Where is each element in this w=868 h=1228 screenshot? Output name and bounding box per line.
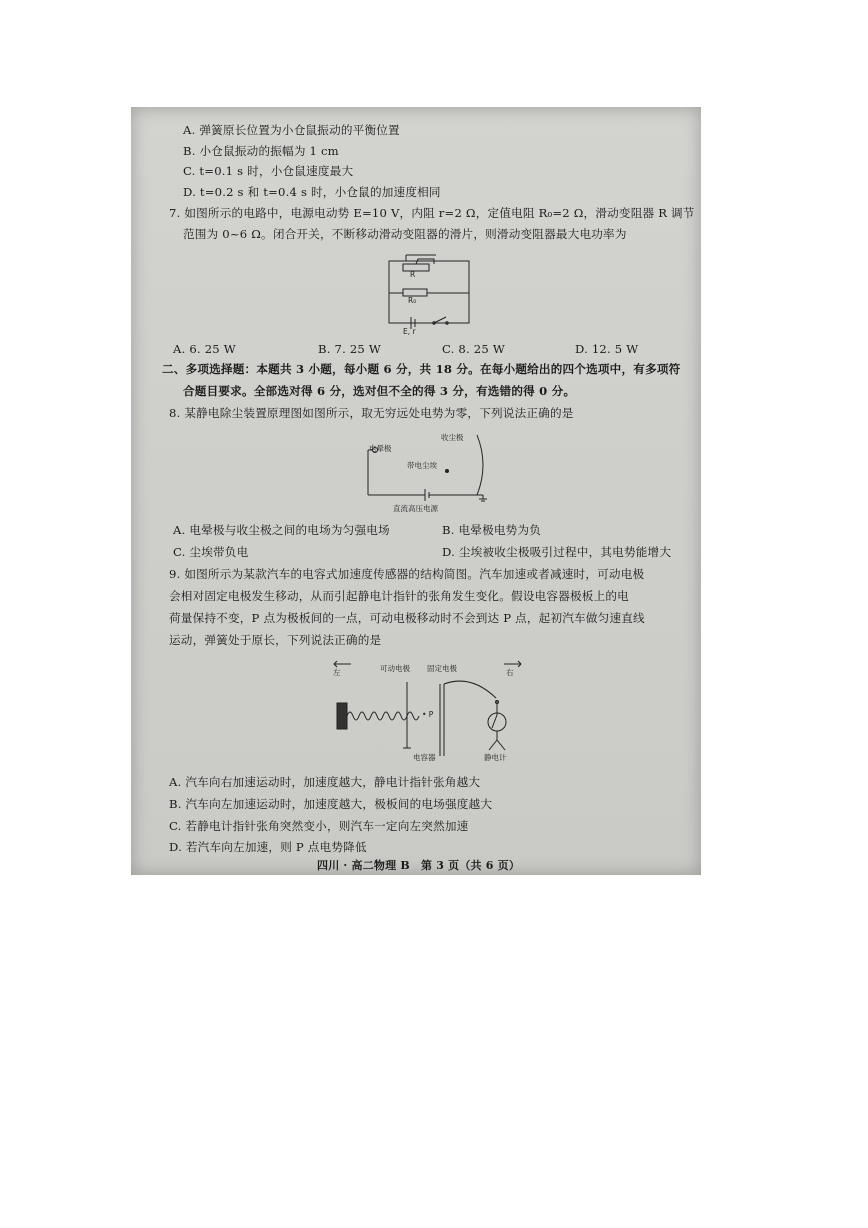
q9-label-fixed: 固定电极 [427,664,457,673]
q6-option-d: D. t=0.2 s 和 t=0.4 s 时，小仓鼠的加速度相同 [183,185,441,199]
q9-stem-line4: 运动，弹簧处于原长，下列说法正确的是 [169,633,382,647]
q9-stem-line1: 9. 如图所示为某款汽车的电容式加速度传感器的结构简图。汽车加速或者减速时，可动电极 [169,567,645,581]
q7-label-source: E, r [403,327,416,336]
q8-option-a: A. 电晕极与收尘极之间的电场为匀强电场 [173,523,390,537]
q8-label-dust: 带电尘埃 [407,461,437,470]
page-footer: 四川 · 高二物理 B 第 3 页（共 6 页） [317,859,521,872]
q9-label-p: • P [422,710,434,719]
q7-stem-line1: 7. 如图所示的电路中，电源电动势 E=10 V，内阻 r=2 Ω，定值电阻 R₀=2 Ω，滑动变阻器 R 调节 [169,206,695,220]
q9-option-b: B. 汽车向左加速运动时，加速度越大，极板间的电场强度越大 [169,797,493,811]
q8-label-corona: 电晕极 [369,444,392,453]
q7-stem-line2: 范围为 0~6 Ω。闭合开关，不断移动滑动变阻器的滑片，则滑动变阻器最大电功率为 [183,227,627,241]
q8-option-c: C. 尘埃带负电 [173,545,249,559]
q8-stem: 8. 某静电除尘装置原理图如图所示，取无穷远处电势为零，下列说法正确的是 [169,406,574,420]
section2-heading-line2: 合题目要求。全部选对得 6 分，选对但不全的得 3 分，有选错的得 0 分。 [183,384,576,398]
q7-option-c: C. 8. 25 W [442,342,505,356]
q9-label-electrometer: 静电计 [484,753,507,762]
q8-option-b: B. 电晕极电势为负 [442,523,542,537]
q7-label-r0: R₀ [408,296,417,305]
q9-label-capacitor: 电容器 [413,753,436,762]
q9-stem-line2: 会相对固定电极发生移动，从而引起静电计指针的张角发生变化。假设电容器极板上的电 [169,589,629,603]
q9-label-movable: 可动电极 [380,664,410,673]
q7-option-d: D. 12. 5 W [575,342,639,356]
section2-heading-line1: 二、多项选择题：本题共 3 小题，每小题 6 分，共 18 分。在每小题给出的四个选项中，有多项符 [162,362,681,376]
q8-label-collector: 收尘极 [441,433,464,442]
q6-option-c: C. t=0.1 s 时，小仓鼠速度最大 [183,164,354,178]
q6-option-a: A. 弹簧原长位置为小仓鼠振动的平衡位置 [183,123,400,137]
q8-label-source: 直流高压电源 [393,504,438,513]
q7-option-a: A. 6. 25 W [173,342,236,356]
q7-option-b: B. 7. 25 W [318,342,381,356]
q9-label-left: 左 [333,668,341,677]
q9-option-d: D. 若汽车向左加速，则 P 点电势降低 [169,840,367,854]
q8-option-d: D. 尘埃被收尘极吸引过程中，其电势能增大 [442,545,672,559]
exam-page-photo [131,107,701,875]
q9-option-c: C. 若静电计指针张角突然变小，则汽车一定向左突然加速 [169,819,469,833]
q9-option-a: A. 汽车向右加速运动时，加速度越大，静电计指针张角越大 [169,775,481,789]
q6-option-b: B. 小仓鼠振动的振幅为 1 cm [183,144,339,158]
q9-label-right: 右 [506,668,514,677]
q9-stem-line3: 荷量保持不变，P 点为极板间的一点，可动电极移动时不会到达 P 点，起初汽车做匀速直线 [169,611,645,625]
q7-label-r: R [410,270,416,279]
